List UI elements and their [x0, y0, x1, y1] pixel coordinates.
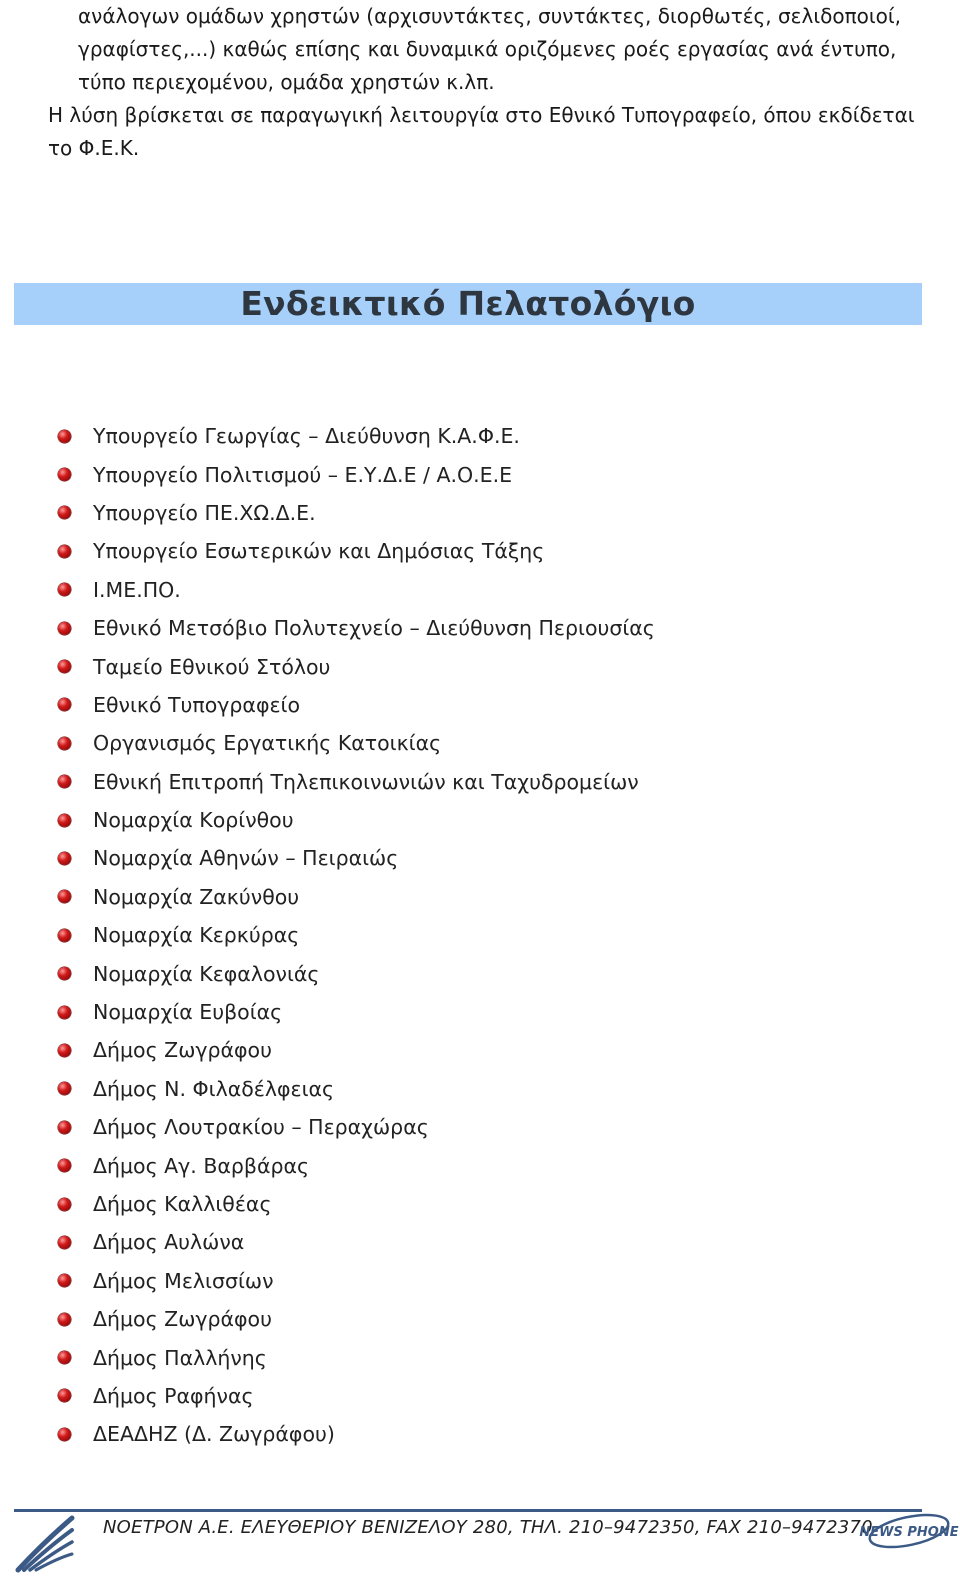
client-name: Υπουργείο Πολιτισμού – Ε.Υ.Δ.Ε / Α.Ο.Ε.Ε [93, 462, 513, 487]
client-name: Δήμος Παλλήνης [93, 1345, 267, 1370]
client-list-item [58, 916, 655, 954]
client-name: Νομαρχία Αθηνών – Πειραιώς [93, 846, 399, 871]
client-list-item [58, 1185, 655, 1223]
client-name: Δήμος Μελισσίων [93, 1268, 274, 1293]
client-name: Ι.ΜΕ.ΠΟ. [93, 577, 181, 602]
client-name: Νομαρχία Ευβοίας [93, 1000, 283, 1025]
intro-paragraph-2: Η λύση βρίσκεται σε παραγωγική λειτουργία στο Εθνικό Τυπογραφείο, όπου εκδίδεται το Φ.Ε.Κ. [48, 103, 915, 160]
bullet-icon [58, 506, 71, 519]
client-list-item [58, 1338, 655, 1376]
bullet-icon [58, 583, 71, 596]
bullet-icon [58, 852, 71, 865]
client-name: Δήμος Ζωγράφου [93, 1307, 272, 1332]
client-name: Οργανισμός Εργατικής Κατοικίας [93, 731, 442, 756]
bullet-icon [58, 775, 71, 788]
client-list-item [58, 763, 655, 801]
client-list-item [58, 494, 655, 532]
bullet-icon [58, 737, 71, 750]
bullet-icon [58, 622, 71, 635]
bullet-icon [58, 1274, 71, 1287]
client-list-item [58, 609, 655, 647]
bullet-icon [58, 929, 71, 942]
client-name: Νομαρχία Ζακύνθου [93, 884, 300, 909]
client-list-item [58, 1146, 655, 1184]
intro-text [48, 0, 928, 165]
bullet-icon [58, 698, 71, 711]
client-name: Δήμος Ζωγράφου [93, 1038, 272, 1063]
client-list-item [58, 724, 655, 762]
client-name: Δήμος Λουτρακίου – Περαχώρας [93, 1115, 429, 1140]
svg-text:NEWS PHONE: NEWS PHONE [859, 1525, 959, 1540]
newsphone-logo-icon [859, 1511, 959, 1551]
bullet-icon [58, 1313, 71, 1326]
bullet-icon [58, 1351, 71, 1364]
client-list [58, 417, 655, 1454]
client-list-item [58, 532, 655, 570]
client-list-item [58, 1415, 655, 1453]
bullet-icon [58, 1389, 71, 1402]
bullet-icon [58, 1082, 71, 1095]
client-list-item [58, 417, 655, 455]
client-list-item [58, 878, 655, 916]
client-name: Δήμος Ραφήνας [93, 1383, 254, 1408]
footer-divider [14, 1509, 922, 1512]
bullet-icon [58, 430, 71, 443]
bullet-icon [58, 545, 71, 558]
client-name: Υπουργείο Γεωργίας – Διεύθυνση Κ.Α.Φ.Ε. [93, 424, 520, 449]
client-name: Εθνικό Μετσόβιο Πολυτεχνείο – Διεύθυνση Περιουσίας [93, 616, 655, 641]
client-list-item [58, 1223, 655, 1261]
client-list-item [58, 993, 655, 1031]
bullet-icon [58, 660, 71, 673]
bullet-icon [58, 1006, 71, 1019]
bullet-icon [58, 468, 71, 481]
bullet-icon [58, 1159, 71, 1172]
client-name: Δήμος Ν. Φιλαδέλφειας [93, 1076, 335, 1101]
bullet-icon [58, 1121, 71, 1134]
client-list-item [58, 1262, 655, 1300]
bullet-icon [58, 814, 71, 827]
client-name: Ταμείο Εθνικού Στόλου [93, 654, 331, 679]
client-name: Εθνικό Τυπογραφείο [93, 692, 301, 717]
bullet-icon [58, 1198, 71, 1211]
client-list-item [58, 571, 655, 609]
client-name: Δήμος Αυλώνα [93, 1230, 245, 1255]
client-list-item [58, 455, 655, 493]
client-list-item [58, 1031, 655, 1069]
client-name: Υπουργείο ΠΕ.ΧΩ.Δ.Ε. [93, 500, 316, 525]
intro-paragraph-1: ανάλογων ομάδων χρηστών (αρχισυντάκτες, συντάκτες, διορθωτές, σελιδοποιοί, γραφίστες,...) καθώς επίσης και δυναμικά οριζόμενες ροές εργασίας ανά έντυπο, τύπο περιεχομένου, ομάδα χρηστών κ.λπ. [78, 4, 901, 94]
client-name: Δήμος Καλλιθέας [93, 1192, 272, 1216]
client-list-item [58, 1377, 655, 1415]
client-name: Υπουργείο Εσωτερικών και Δημόσιας Τάξης [93, 539, 545, 564]
client-list-item [58, 686, 655, 724]
client-list-item [58, 1300, 655, 1338]
client-list-item [58, 1070, 655, 1108]
client-list-item [58, 647, 655, 685]
footer-contact: ΝΟΕΤΡΟΝ Α.Ε. ΕΛΕΥΘΕΡΙΟΥ ΒΕΝΙΖΕΛΟΥ 280, ΤΗΛ. 210–9472350, FAX 210–9472370 [103, 1517, 873, 1538]
bullet-icon [58, 967, 71, 980]
client-name: Νομαρχία Κερκύρας [93, 923, 300, 948]
client-list-item [58, 801, 655, 839]
client-name: Εθνική Επιτροπή Τηλεπικοινωνιών και Ταχυδρομείων [93, 769, 639, 794]
client-name: Δήμος Αγ. Βαρβάρας [93, 1153, 310, 1178]
client-name: Νομαρχία Κεφαλονιάς [93, 961, 320, 986]
bullet-icon [58, 1236, 71, 1249]
client-list-item [58, 839, 655, 877]
bullet-icon [58, 1044, 71, 1057]
section-title-band [14, 283, 922, 325]
client-list-item [58, 954, 655, 992]
bullet-icon [58, 890, 71, 903]
noetron-logo-icon [14, 1512, 76, 1574]
section-title: Ενδεικτικό Πελατολόγιο [240, 284, 696, 323]
client-name: Νομαρχία Κορίνθου [93, 808, 294, 833]
bullet-icon [58, 1428, 71, 1441]
client-list-item [58, 1108, 655, 1146]
client-name: ΔΕΑΔΗΖ (Δ. Ζωγράφου) [93, 1422, 335, 1447]
